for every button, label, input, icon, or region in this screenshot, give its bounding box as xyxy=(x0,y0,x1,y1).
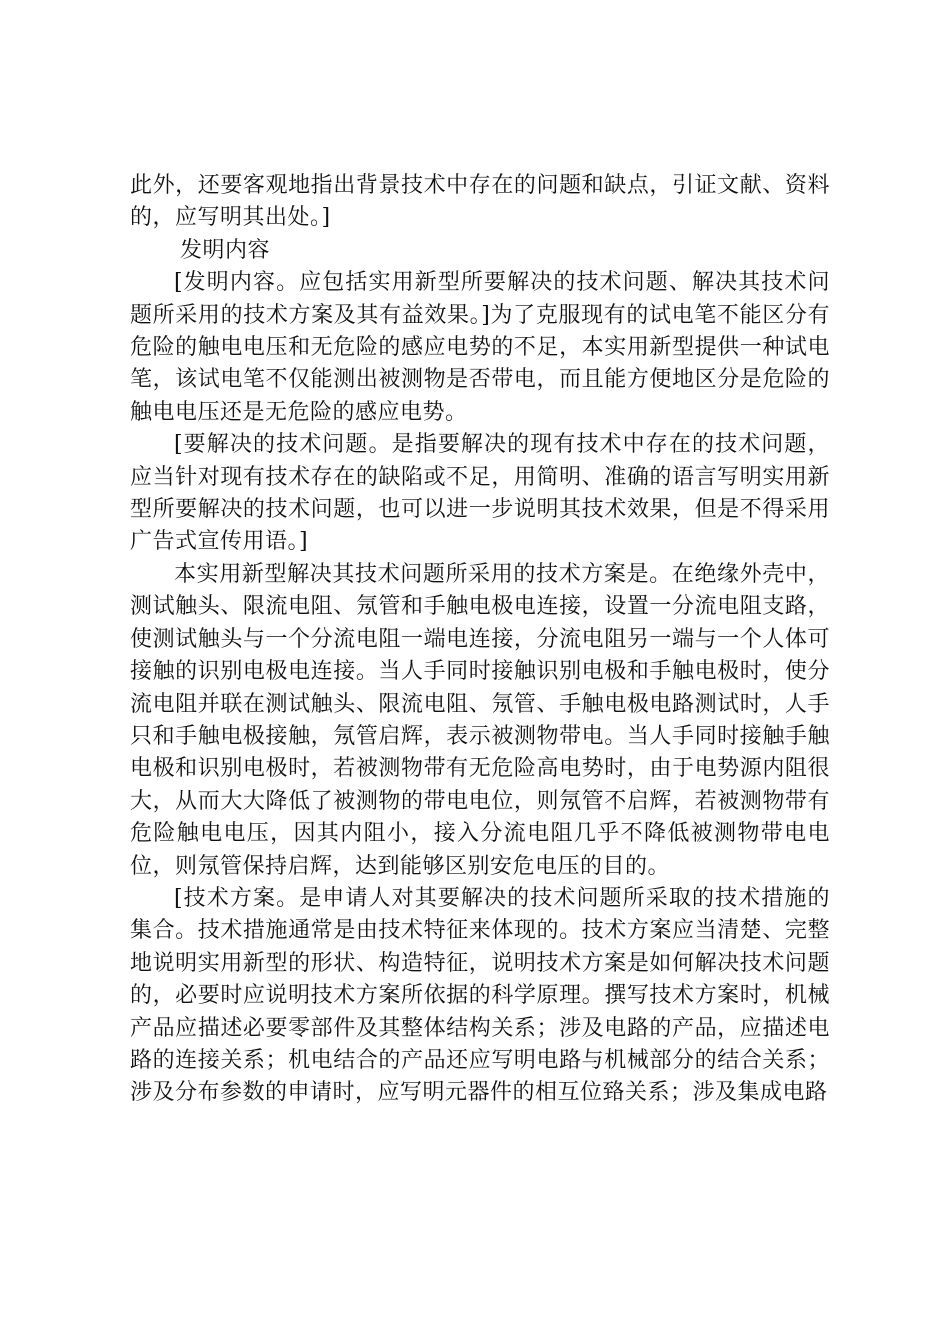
paragraph-technical-solution-note: [技术方案。是申请人对其要解决的技术问题所采取的技术措施的集合。技术措施通常是由技术特征来体现的。技术方案应当清楚、完整地说明实用新型的形状、构造特征，说明技术方案是如何解决技术问题的，必要时应说明技术方案所依据的科学原理。撰写技术方案时，机械产品应描述必要零部件及其整体结构关系；涉及电路的产品，应描述电路的连接关系；机电结合的产品还应写明电路与机械部分的结合关系；涉及分布参数的申请时，应写明元器件的相互位臵关系；涉及集成电路 xyxy=(130,885,830,1106)
paragraph-background-continuation: 此外，还要客观地指出背景技术中存在的问题和缺点，引证文献、资料的，应写明其出处。] xyxy=(130,173,830,231)
document-page xyxy=(130,170,830,1110)
paragraph-technical-solution: 本实用新型解决其技术问题所采用的技术方案是。在绝缘外壳中，测试触头、限流电阻、氖管和手触电极电连接，设置一分流电阻支路，使测试触头与一个分流电阻一端电连接，分流电阻另一端与一个人体可接触的识别电极电连接。当人手同时接触识别电极和手触电极时，使分流电阻并联在测试触头、限流电阻、氖管、手触电极电路测试时，人手只和手触电极接触，氖管启辉，表示被测物带电。当人手同时接触手触电极和识别电极时，若被测物带有无危险高电势时，由于电势源内阻很大，从而大大降低了被测物的带电电位，则氖管不启辉，若被测物带有危险触电电压，因其内阻小，接入分流电阻几乎不降低被测物带电电位，则氖管保持启辉，达到能够区别安危电压的目的。 xyxy=(130,561,830,879)
paragraph-technical-problem-note: [要解决的技术问题。是指要解决的现有技术中存在的技术问题，应当针对现有技术存在的缺陷或不足，用简明、准确的语言写明实用新型所要解决的技术问题，也可以进一步说明其技术效果，但是不得采用广告式宣传用语。] xyxy=(130,432,830,555)
section-heading-invention-content: 发明内容 xyxy=(180,237,271,263)
paragraph-invention-content: [发明内容。应包括实用新型所要解决的技术问题、解决其技术问题所采用的技术方案及其有益效果。]为了克服现有的试电笔不能区分有危险的触电电压和无危险的感应电势的不足，本实用新型提供一种试电笔，该试电笔不仅能测出被测物是否带电，而且能方便地区分是危险的触电电压还是无危险的感应电势。 xyxy=(130,270,830,425)
